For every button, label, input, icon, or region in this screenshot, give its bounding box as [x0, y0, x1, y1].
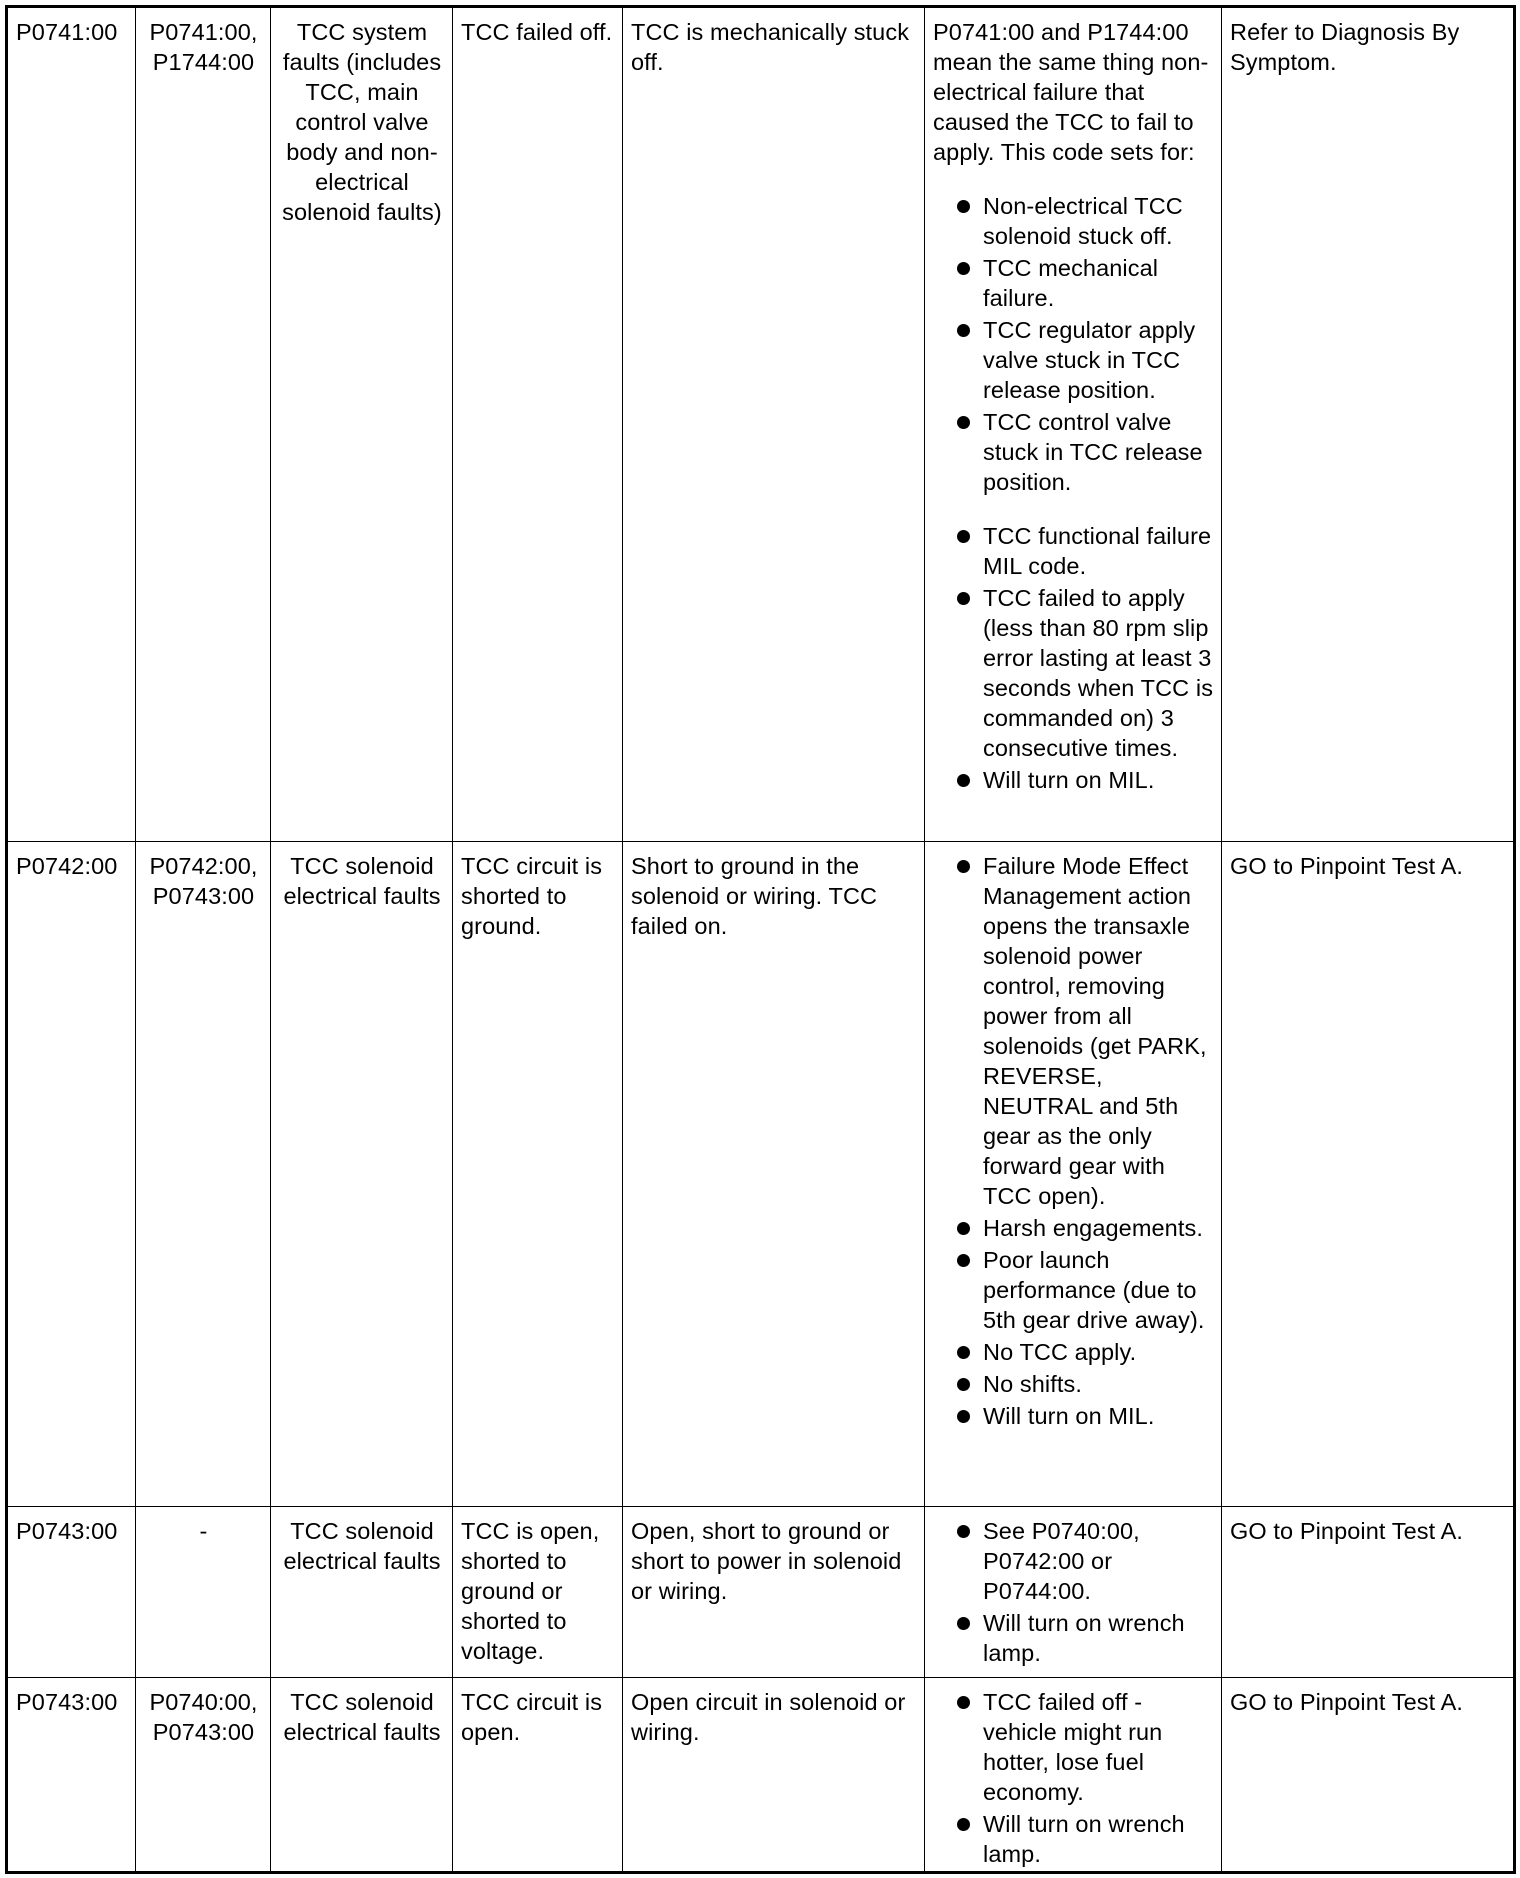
condition: TCC circuit is shorted to ground.	[453, 842, 623, 1507]
table-row	[7, 1507, 1515, 1678]
list-item: Poor launch performance (due to 5th gear drive away).	[933, 1245, 1214, 1335]
symptoms	[925, 7, 1222, 842]
action: GO to Pinpoint Test A.	[1222, 842, 1515, 1507]
possible-cause: TCC is mechanically stuck off.	[623, 7, 925, 842]
related-code: P0742:00,	[149, 853, 258, 879]
related-codes	[136, 842, 271, 1507]
action: Refer to Diagnosis By Symptom.	[1222, 7, 1515, 842]
dtc-code: P0741:00	[7, 7, 136, 842]
condition: TCC is open, shorted to ground or shorted to voltage.	[453, 1507, 623, 1678]
list-item: TCC mechanical failure.	[933, 253, 1214, 313]
list-item: Will turn on MIL.	[933, 765, 1214, 795]
related-code: P0743:00	[152, 1719, 255, 1745]
symptoms	[925, 1507, 1222, 1678]
list-item: No TCC apply.	[933, 1337, 1214, 1367]
list-item: Will turn on wrench lamp.	[933, 1608, 1214, 1668]
symptom-list	[933, 851, 1214, 1431]
list-item: See P0740:00, P0742:00 or P0744:00.	[933, 1516, 1214, 1606]
dtc-code: P0743:00	[7, 1678, 136, 1873]
related-codes	[136, 1507, 271, 1678]
related-codes	[136, 7, 271, 842]
symptom-list	[933, 1516, 1214, 1668]
list-item: TCC regulator apply valve stuck in TCC release position.	[933, 315, 1214, 405]
dtc-table	[5, 5, 1516, 1874]
table-row	[7, 7, 1515, 842]
symptoms	[925, 842, 1222, 1507]
related-codes	[136, 1678, 271, 1873]
related-code: P0741:00,	[149, 19, 258, 45]
possible-cause: Open circuit in solenoid or wiring.	[623, 1678, 925, 1873]
related-code: P0743:00	[152, 883, 255, 909]
symptom-list	[933, 191, 1214, 795]
related-code: P1744:00	[152, 49, 255, 75]
list-item: Harsh engagements.	[933, 1213, 1214, 1243]
list-item: Will turn on MIL.	[933, 1401, 1214, 1431]
related-code: P0740:00,	[149, 1689, 258, 1715]
action: GO to Pinpoint Test A.	[1222, 1507, 1515, 1678]
action: GO to Pinpoint Test A.	[1222, 1678, 1515, 1873]
possible-cause: Open, short to ground or short to power in solenoid or wiring.	[623, 1507, 925, 1678]
fault-category: TCC solenoid electrical faults	[271, 1678, 453, 1873]
list-item: TCC functional failure MIL code.	[933, 521, 1214, 581]
symptom-list	[933, 1687, 1214, 1869]
list-item: Non-electrical TCC solenoid stuck off.	[933, 191, 1214, 251]
related-code: -	[199, 1518, 208, 1544]
table-row	[7, 1678, 1515, 1873]
table-row	[7, 842, 1515, 1507]
dtc-code: P0743:00	[7, 1507, 136, 1678]
condition: TCC circuit is open.	[453, 1678, 623, 1873]
list-item: Failure Mode Effect Management action opens the transaxle solenoid power control, removing power from all solenoids (get PARK, REVERSE, NEUTRAL and 5th gear as the only forward gear with TCC open).	[933, 851, 1214, 1211]
fault-category: TCC system faults (includes TCC, main control valve body and non-electrical solenoid faults)	[271, 7, 453, 842]
list-item: No shifts.	[933, 1369, 1214, 1399]
list-item: TCC control valve stuck in TCC release position.	[933, 407, 1214, 497]
possible-cause: Short to ground in the solenoid or wiring. TCC failed on.	[623, 842, 925, 1507]
list-item: TCC failed to apply (less than 80 rpm slip error lasting at least 3 seconds when TCC is commanded on) 3 consecutive times.	[933, 583, 1214, 763]
symptoms	[925, 1678, 1222, 1873]
condition: TCC failed off.	[453, 7, 623, 842]
symptom-intro: P0741:00 and P1744:00 mean the same thing non-electrical failure that caused the TCC to fail to apply. This code sets for:	[933, 19, 1209, 165]
fault-category: TCC solenoid electrical faults	[271, 1507, 453, 1678]
fault-category: TCC solenoid electrical faults	[271, 842, 453, 1507]
list-item: TCC failed off - vehicle might run hotter, lose fuel economy.	[933, 1687, 1214, 1807]
list-item: Will turn on wrench lamp.	[933, 1809, 1214, 1869]
dtc-code: P0742:00	[7, 842, 136, 1507]
